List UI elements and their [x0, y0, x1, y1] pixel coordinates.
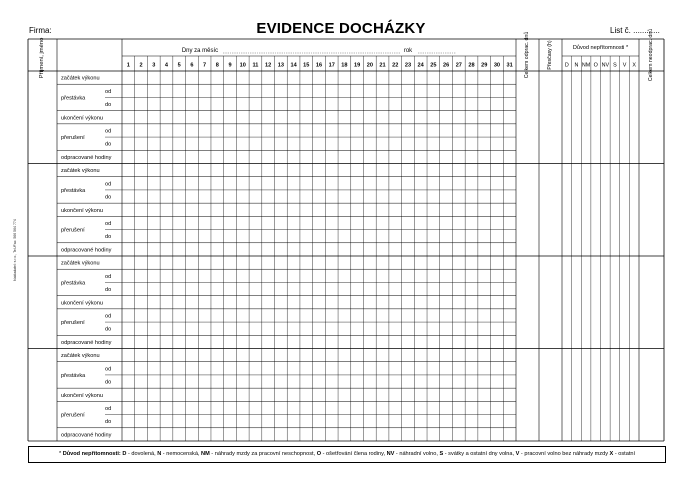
row-label: ukončení výkonu: [61, 392, 103, 399]
day-number: 25: [430, 62, 437, 69]
absence-code: NM: [581, 62, 591, 69]
legend-text: - náhrady mzdy za pracovní neschopnost,: [209, 451, 317, 457]
legend-code: O: [316, 451, 322, 457]
from-label: od: [105, 128, 112, 135]
list-number-label: List č. ............: [610, 26, 660, 35]
legend-items: [122, 451, 635, 457]
to-label: do: [105, 419, 112, 426]
row-label: odpracované hodiny: [61, 432, 112, 439]
legend-code: NV: [386, 451, 395, 457]
row-label: začátek výkonu: [61, 168, 100, 175]
legend-text: - ošetřování člena rodiny,: [321, 451, 387, 457]
day-number: 29: [481, 62, 488, 69]
legend-code: X: [609, 451, 614, 457]
row-label: začátek výkonu: [61, 260, 100, 267]
day-number: 14: [290, 62, 297, 69]
row-label: ukončení výkonu: [61, 300, 103, 307]
day-number: 10: [239, 62, 246, 69]
absence-code: D: [564, 62, 569, 69]
row-label: přestávka: [61, 187, 86, 194]
from-label: od: [105, 88, 112, 95]
day-number: 8: [215, 62, 219, 69]
month-label: Dny za měsíc: [181, 48, 219, 54]
legend-text: - dovolená,: [126, 451, 158, 457]
absence-code: S: [613, 62, 617, 69]
absence-legend: [28, 446, 666, 463]
legend-text: - nemocenská,: [161, 451, 202, 457]
to-label: do: [105, 234, 112, 241]
day-number: 27: [455, 62, 462, 69]
legend-text: - ostatní: [613, 451, 636, 457]
day-number: 26: [442, 62, 450, 69]
row-label: přestávka: [61, 95, 86, 102]
legend-text: - svátky a ostatní dny volna,: [443, 451, 516, 457]
from-label: od: [105, 273, 112, 280]
row-label: přerušení: [61, 227, 85, 234]
overtime-header: Přesčasy (h): [547, 40, 553, 70]
day-number: 23: [404, 62, 412, 69]
day-number: 18: [341, 62, 348, 69]
row-label: přestávka: [61, 280, 86, 287]
from-label: od: [105, 366, 112, 373]
firma-label: Firma:: [29, 26, 52, 35]
total-worked-header: Celkem odprac. dnů: [524, 31, 530, 79]
day-number: 2: [139, 62, 143, 69]
day-number: 16: [315, 62, 323, 69]
legend-star: *: [58, 451, 63, 457]
day-number: 4: [164, 62, 169, 69]
to-label: do: [105, 326, 112, 333]
from-label: od: [105, 220, 112, 227]
row-label: ukončení výkonu: [61, 207, 103, 214]
publisher-imprint: Nakladatel: s.r.o., Tel./Fax: 566 564 774: [13, 219, 17, 281]
day-number: 24: [417, 62, 424, 69]
legend-heading: Důvod nepřítomnosti:: [62, 451, 121, 457]
day-number: 6: [190, 62, 194, 69]
day-number: 17: [328, 62, 335, 69]
day-number: 30: [493, 62, 501, 69]
total-not-worked-header: Celkem neodprac. dnů: [648, 28, 654, 82]
day-number: 3: [152, 62, 156, 69]
row-label: přerušení: [61, 135, 85, 142]
to-label: do: [105, 102, 112, 109]
day-number: 19: [354, 62, 361, 69]
row-label: ukončení výkonu: [61, 115, 103, 122]
day-number: 15: [303, 62, 310, 69]
day-number: 22: [392, 62, 399, 69]
row-label: přerušení: [61, 412, 85, 419]
absence-reason-header: Důvod nepřítomnosti *: [572, 45, 629, 51]
row-label: odpracované hodiny: [61, 339, 112, 346]
legend-code: NM: [201, 451, 210, 457]
day-number: 12: [265, 62, 272, 69]
legend-code: D: [122, 451, 127, 457]
legend-text: - pracovní volno bez náhrady mzdy: [519, 451, 610, 457]
from-label: od: [105, 405, 112, 412]
row-label: začátek výkonu: [61, 75, 100, 82]
to-label: do: [105, 379, 112, 386]
legend-code: V: [515, 451, 520, 457]
legend-code: N: [157, 451, 162, 457]
from-label: od: [105, 181, 112, 188]
year-label: rok: [403, 48, 413, 54]
row-label: odpracované hodiny: [61, 154, 112, 161]
row-label: přestávka: [61, 372, 86, 379]
legend-code: S: [439, 451, 444, 457]
day-number: 1: [126, 62, 130, 69]
absence-code: V: [622, 62, 627, 69]
day-number: 21: [379, 62, 386, 69]
legend-text: - náhradní volno,: [394, 451, 440, 457]
page-title: EVIDENCE DOCHÁZKY: [256, 20, 426, 37]
day-number: 13: [277, 62, 284, 69]
row-label: začátek výkonu: [61, 353, 100, 360]
absence-code: N: [574, 62, 579, 69]
from-label: od: [105, 313, 112, 320]
to-label: do: [105, 287, 112, 294]
row-label: přerušení: [61, 320, 85, 327]
day-number: 20: [366, 62, 373, 69]
day-number: 11: [252, 62, 259, 69]
row-label: odpracované hodiny: [61, 247, 112, 254]
absence-code: NV: [601, 62, 610, 69]
day-number: 31: [506, 62, 513, 69]
day-number: 28: [468, 62, 475, 69]
to-label: do: [105, 194, 112, 201]
day-number: 9: [228, 62, 232, 69]
name-header: Příjmení, jméno: [39, 37, 45, 79]
absence-code: X: [632, 62, 636, 69]
day-number: 7: [203, 62, 207, 69]
to-label: do: [105, 141, 112, 148]
day-number: 5: [177, 62, 181, 69]
absence-code: O: [593, 62, 598, 69]
